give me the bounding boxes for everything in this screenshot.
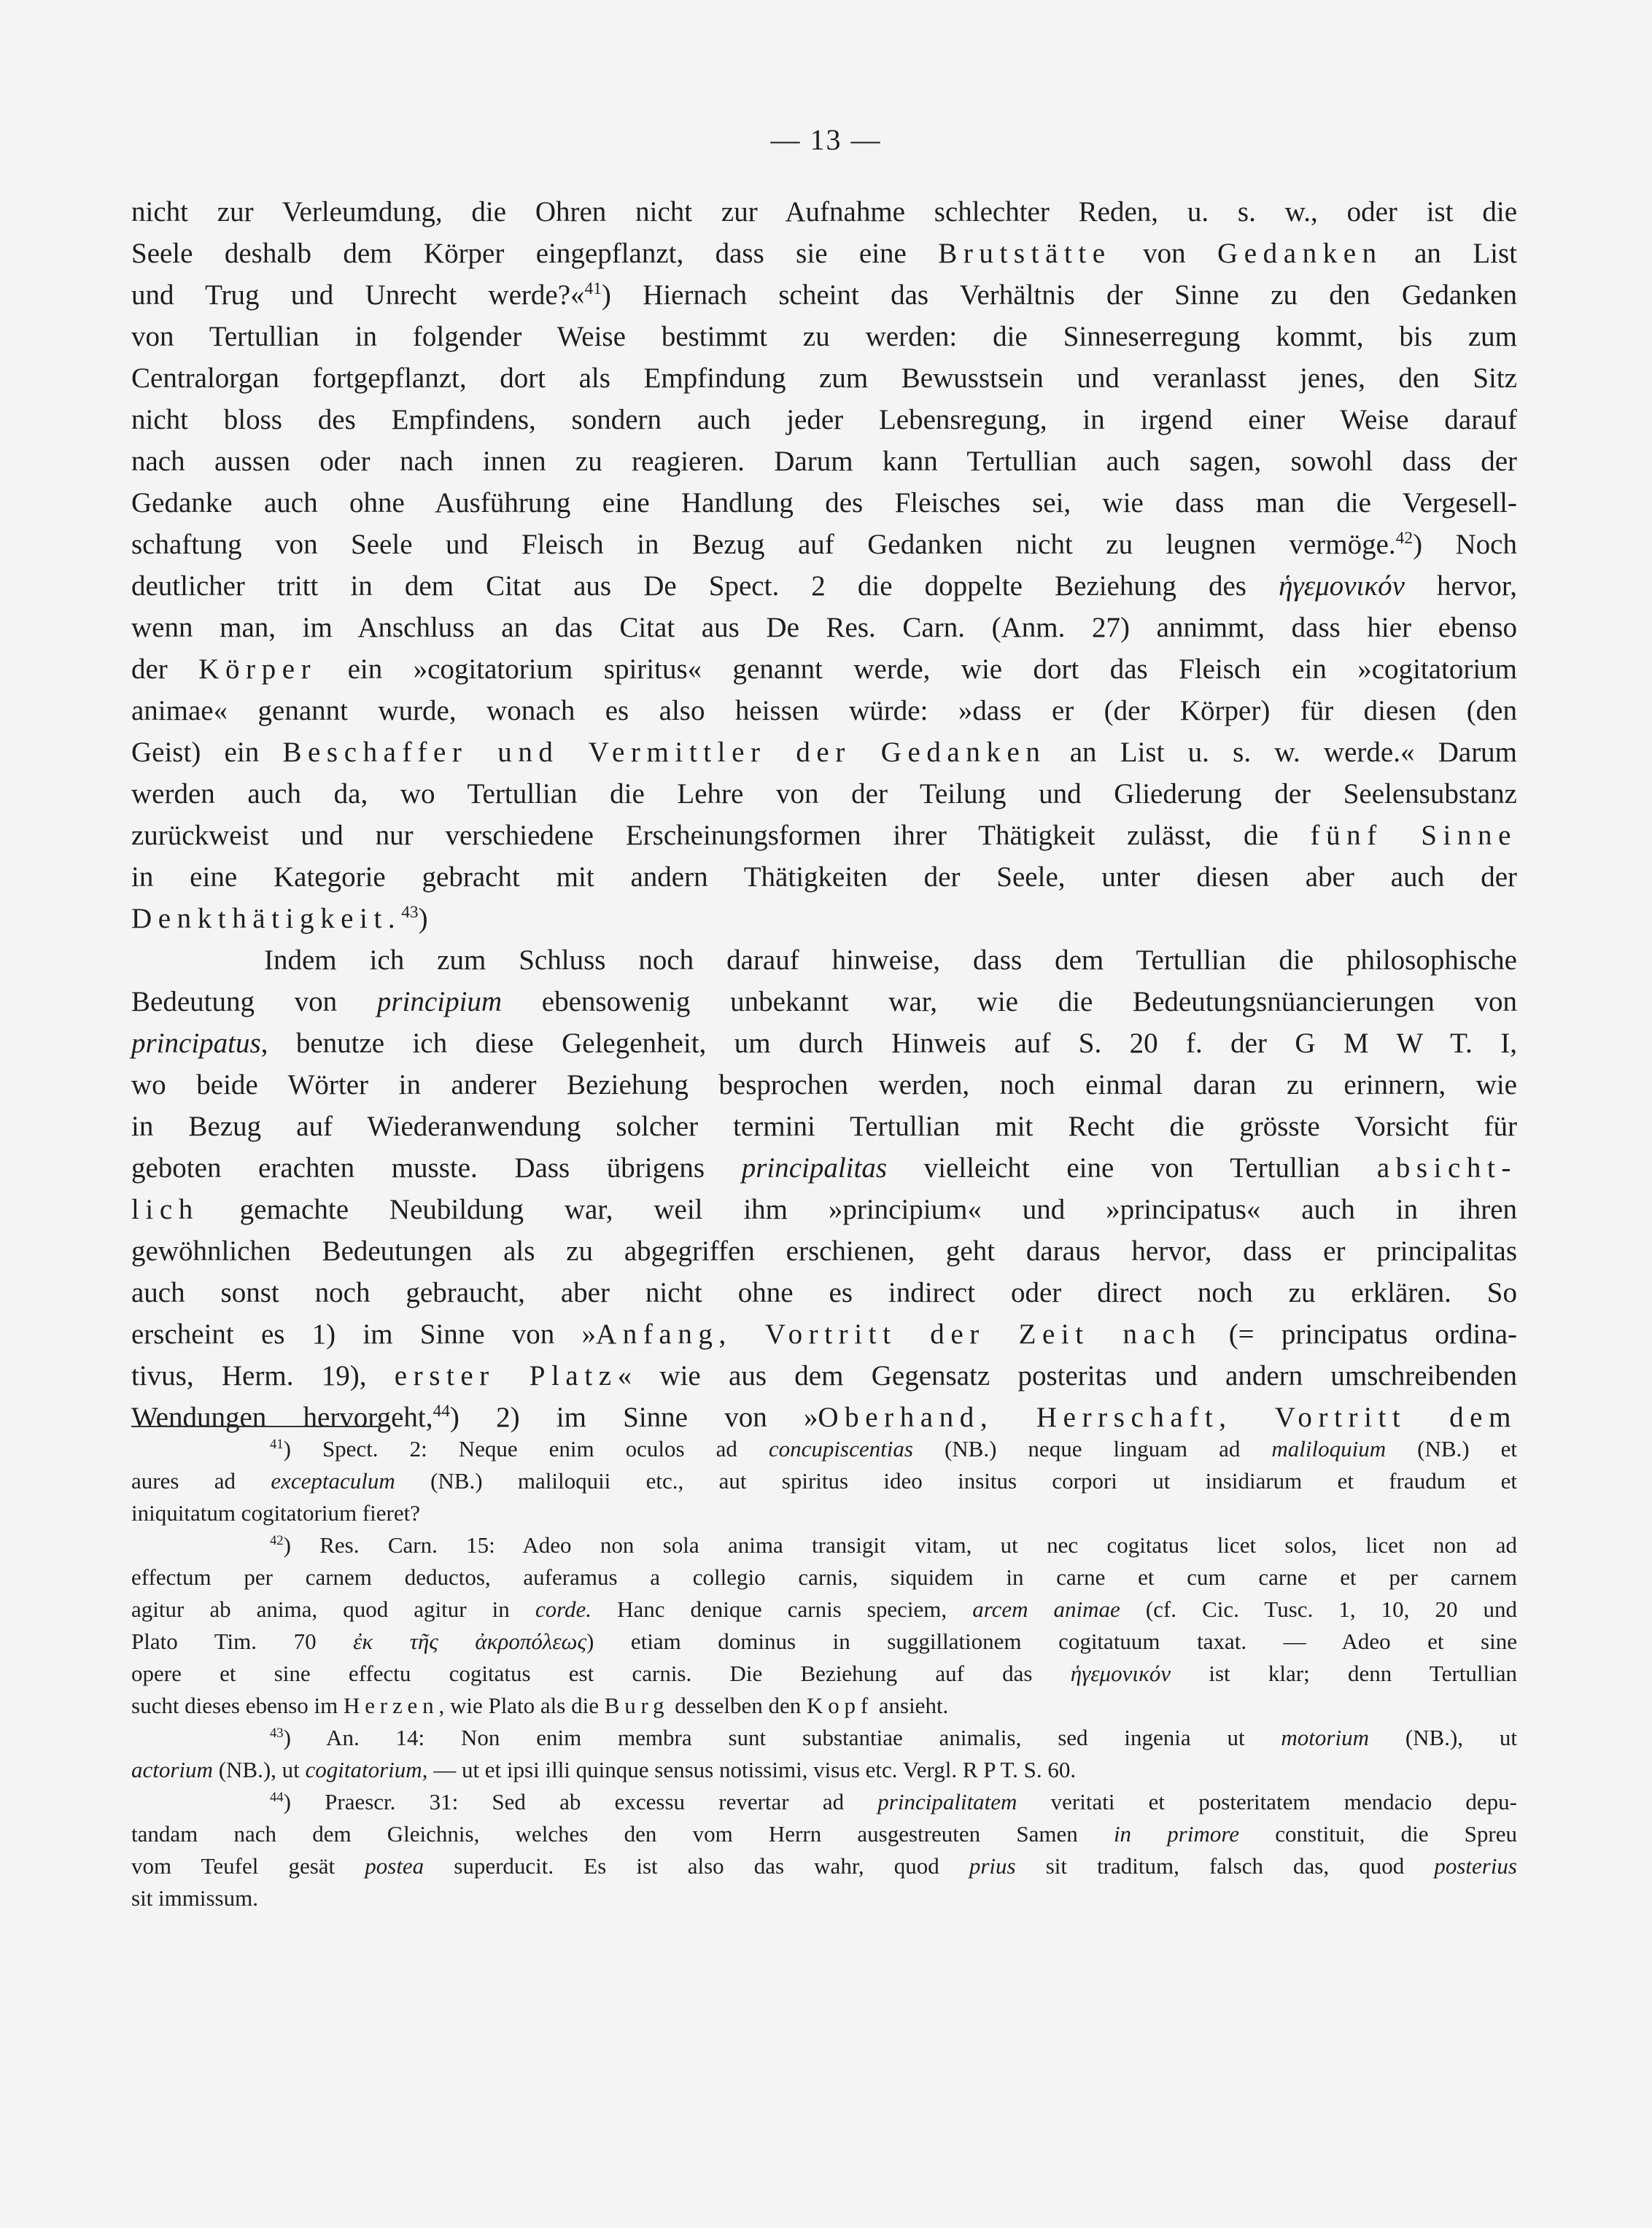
spaced-emphasis: Oberhand, Herrschaft, Vortritt dem <box>818 1402 1517 1433</box>
spaced-emphasis: erster Platz <box>394 1360 618 1391</box>
text-line: nicht zur Verleumdung, die Ohren nicht zur Aufnahme schlechter Reden, u. s. w., oder ist die <box>131 196 1517 228</box>
footnote-line: effectum per carnem deductos, auferamus a collegio carnis, siquidem in carne et cum carne et per carnem <box>131 1564 1517 1590</box>
text-line: principatus, benutze ich diese Gelegenheit, um durch Hinweis auf S. 20 f. der G M W T. I, <box>131 1028 1517 1059</box>
footnote-43: $^{43}$) An. 14: Non enim membra sunt substantiae animalis, sed ingenia ut motorium (NB.), ut <box>270 1725 1517 1750</box>
spaced-emphasis: Anfang, Vortritt der Zeit nach <box>596 1319 1202 1350</box>
footnote-42: $^{42}$) Res. Carn. 15: Adeo non sola anima transigit vitam, ut nec cogitatus licet solos, licet non ad <box>270 1532 1517 1558</box>
latin-term: principium <box>376 986 503 1017</box>
footnote-ref: 42 <box>1395 528 1413 548</box>
footnote-line: vom Teufel gesät postea superducit. Es ist also das wahr, quod prius sit traditum, falsch das, quod posterius <box>131 1853 1517 1879</box>
text-line: von Tertullian in folgender Weise bestimmt zu werden: die Sinneserregung kommt, bis zum <box>131 321 1517 352</box>
footnote-divider <box>131 1426 379 1427</box>
footnotes <box>131 1433 1517 1914</box>
text-line: Geist) ein Beschaffer und Vermittler der Gedanken an List u. s. w. werde.« Darum <box>131 737 1518 768</box>
footnote-number: 44 <box>270 1789 284 1805</box>
footnote-number: 42 <box>270 1532 284 1548</box>
text-line: der Körper ein »cogitatorium spiritus« genannt werde, wie dort das Fleisch ein »cogitatorium <box>131 653 1518 685</box>
latin-term: principalitas <box>741 1152 888 1184</box>
spaced-emphasis: Körper <box>198 653 317 685</box>
footnote-ref: 43 <box>401 902 419 922</box>
text-line: erscheint es 1) im Sinne von »Anfang, Vortritt der Zeit nach (= principatus ordina- <box>131 1319 1518 1350</box>
footnote-line: sucht dieses ebenso im Herzen, wie Plato als die Burg desselben den Kopf ansieht. <box>131 1693 949 1718</box>
footnote-line: aures ad exceptaculum (NB.) maliloquii etc., aut spiritus ideo insitus corpori ut insidiarum et fraudum et <box>131 1468 1517 1494</box>
text-line: nach aussen oder nach innen zu reagieren. Darum kann Tertullian auch sagen, sowohl dass der <box>131 446 1517 477</box>
text-line: geboten erachten musste. Dass übrigens principalitas vielleicht eine von Tertullian absicht- <box>131 1152 1517 1184</box>
text-line: animae« genannt wurde, wonach es also heissen würde: »dass er (der Körper) für diesen (den <box>131 695 1517 726</box>
footnote-line: actorium (NB.), ut cogitatorium, — ut et ipsi illi quinque sensus notissimi, visus etc. Vergl. R P T. S. 60. <box>131 1757 1077 1782</box>
greek-term: ἡγεμονικόν <box>1279 570 1405 602</box>
text-line: gewöhnlichen Bedeutungen als zu abgegriffen erschienen, geht daraus hervor, dass er principalitas <box>131 1235 1517 1267</box>
text-line: wo beide Wörter in anderer Beziehung besprochen werden, noch einmal daran zu erinnern, wie <box>131 1069 1517 1101</box>
footnote-line: iniquitatum cogitatorium fieret? <box>131 1500 420 1526</box>
footnote-line: opere et sine effectu cogitatus est carnis. Die Beziehung auf das ἡγεμονικόν ist klar; denn Tertullian <box>131 1661 1517 1686</box>
text-line: nicht bloss des Empfindens, sondern auch jeder Lebensregung, in irgend einer Weise darauf <box>131 404 1517 435</box>
footnote-line: sit immissum. <box>131 1885 258 1911</box>
footnote-ref: 41 <box>584 279 602 298</box>
text-line: Gedanke auch ohne Ausführung eine Handlung des Fleisches sei, wie dass man die Vergesell- <box>131 487 1517 519</box>
text-line: in Bezug auf Wiederanwendung solcher termini Tertullian mit Recht die grösste Vorsicht für <box>131 1111 1517 1142</box>
text-line: auch sonst noch gebraucht, aber nicht ohne es indirect oder direct noch zu erklären. So <box>131 1277 1517 1308</box>
text-line: und Trug und Unrecht werde?«$^{41}$) Hiernach scheint das Verhältnis der Sinne zu den Gedanken <box>131 279 1517 311</box>
text-line: wenn man, im Anschluss an das Citat aus De Res. Carn. (Anm. 27) annimmt, dass hier ebenso <box>131 612 1517 643</box>
footnote-44: $^{44}$) Praescr. 31: Sed ab excessu revertar ad principalitatem veritati et posteritatem mendacio depu- <box>270 1789 1518 1814</box>
spaced-emphasis: Gedanken <box>1217 238 1383 269</box>
text-line: zurückweist und nur verschiedene Erscheinungsformen ihrer Thätigkeit zulässt, die fünf Sinne <box>131 820 1517 851</box>
spaced-emphasis: absicht- <box>1376 1152 1517 1184</box>
text-line: Bedeutung von principium ebensowenig unbekannt war, wie die Bedeutungsnüancierungen von <box>131 986 1517 1017</box>
text-line: Seele deshalb dem Körper eingepflanzt, dass sie eine Brutstätte von Gedanken an List <box>131 238 1517 269</box>
spaced-emphasis: Denkthätigkeit. <box>131 903 402 934</box>
page-number: — 13 — <box>770 123 882 156</box>
text-line: werden auch da, wo Tertullian die Lehre von der Teilung und Gliederung der Seelensubstanz <box>131 778 1517 810</box>
footnote-41: $^{41}$) Spect. 2: Neque enim oculos ad concupiscentias (NB.) neque linguam ad maliloquium (NB.) et <box>270 1436 1518 1462</box>
footnote-ref: 44 <box>433 1401 450 1421</box>
text-line: Wendungen hervorgeht,$^{44}$) 2) im Sinne von »Oberhand, Herrschaft, Vortritt dem <box>131 1401 1517 1433</box>
footnote-number: 43 <box>270 1725 284 1741</box>
text-line: Centralorgan fortgepflanzt, dort als Empfindung zum Bewusstsein und veranlasst jenes, den Sitz <box>131 362 1517 394</box>
footnote-number: 41 <box>270 1436 284 1452</box>
spaced-emphasis: lich <box>131 1194 199 1225</box>
text-line: lich gemachte Neubildung war, weil ihm »principium« und »principatus« auch in ihren <box>131 1194 1518 1225</box>
footnote-line: Plato Tim. 70 ἐκ τῆς ἀκροπόλεως) etiam dominus in suggillationem cogitatuum taxat. — Adeo et sine <box>131 1629 1517 1654</box>
spaced-emphasis: Brutstätte <box>938 238 1112 269</box>
text-line: in eine Kategorie gebracht mit andern Thätigkeiten der Seele, unter diesen aber auch der <box>131 861 1517 893</box>
text-line: Denkthätigkeit.$^{43}$) <box>131 902 428 934</box>
footnote-line: agitur ab anima, quod agitur in corde. Hanc denique carnis speciem, arcem animae (cf. Cic. Tusc. 1, 10, 20 und <box>131 1596 1518 1622</box>
text-line: schaftung von Seele und Fleisch in Bezug auf Gedanken nicht zu leugnen vermöge.$^{42}$) Noch <box>131 528 1517 560</box>
footnote-line: tandam nach dem Gleichnis, welches den vom Herrn ausgestreuten Samen in primore constituit, die Spreu <box>131 1821 1517 1847</box>
main-text <box>131 191 1517 1438</box>
text-line: deutlicher tritt in dem Citat aus De Spect. 2 die doppelte Beziehung des ἡγεμονικόν hervor, <box>131 570 1518 602</box>
spaced-emphasis: Beschaffer und Vermittler der Gedanken <box>282 737 1047 768</box>
latin-term: principatus <box>131 1028 261 1059</box>
text-line: tivus, Herm. 19), erster Platz« wie aus dem Gegensatz posteritas und andern umschreibenden <box>131 1360 1517 1391</box>
text-line: Indem ich zum Schluss noch darauf hinweise, dass dem Tertullian die philosophische <box>264 944 1517 976</box>
spaced-emphasis: fünf Sinne <box>1310 820 1517 851</box>
